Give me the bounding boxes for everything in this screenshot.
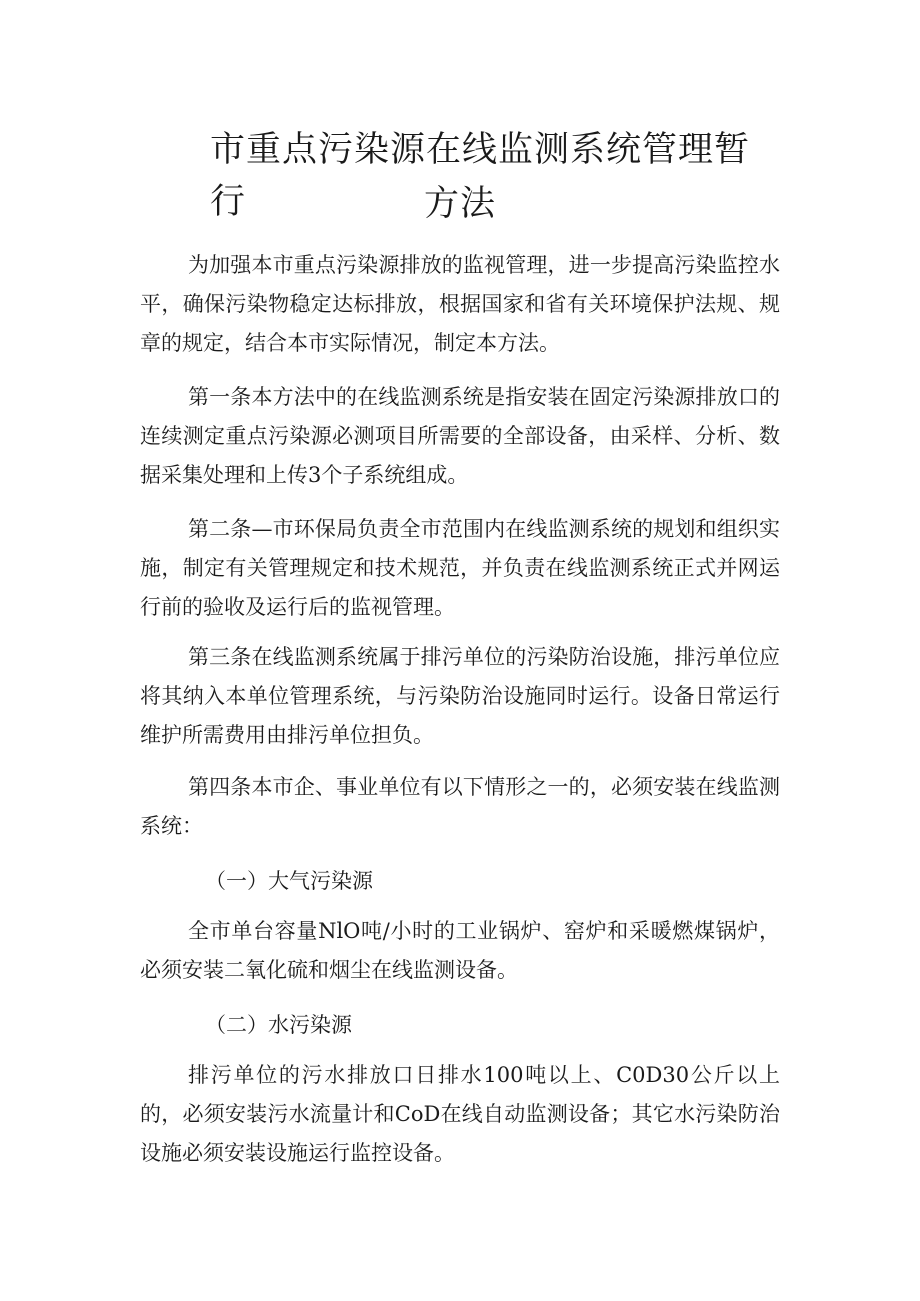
section-1-heading: （一）大气污染源 <box>205 869 373 893</box>
article-1-paragraph: 第一条本方法中的在线监测系统是指安装在固定污染源排放口的连续测定重点污染源必测项目所需要的全部设备，由采样、分析、数据采集处理和上传3个子系统组成。 <box>140 385 780 487</box>
intro-paragraph: 为加强本市重点污染源排放的监视管理，进一步提高污染监控水平，确保污染物稳定达标排放，根据国家和省有关环境保护法规、规章的规定，结合本市实际情况，制定本方法。 <box>140 253 780 355</box>
article-4-paragraph: 第四条本市企、事业单位有以下情形之一的，必须安装在线监测系统： <box>140 775 780 838</box>
section-2-heading: （二）水污染源 <box>205 1013 352 1037</box>
section-1-paragraph: 全市单台容量NlO吨/小时的工业锅炉、窑炉和采暖燃煤锅炉，必须安装二氧化硫和烟尘在线监测设备。 <box>140 919 780 982</box>
article-3-paragraph: 第三条在线监测系统属于排污单位的污染防治设施，排污单位应将其纳入本单位管理系统，与污染防治设施同时运行。设备日常运行维护所需费用由排污单位担负。 <box>140 645 780 747</box>
document-title-line-2: 方法 <box>423 184 496 224</box>
article-2-paragraph: 第二条—市环保局负责全市范围内在线监测系统的规划和组织实施，制定有关管理规定和技术规范，并负责在线监测系统正式并网运行前的验收及运行后的监视管理。 <box>140 517 780 619</box>
document-title-line-1: 市重点污染源在线监测系统管理暂行 <box>210 130 751 222</box>
section-2-paragraph: 排污单位的污水排放口日排水100吨以上、C0D30公斤以上的，必须安装污水流量计和CoD在线自动监测设备；其它水污染防治设施必须安装设施运行监控设备。 <box>140 1063 780 1165</box>
